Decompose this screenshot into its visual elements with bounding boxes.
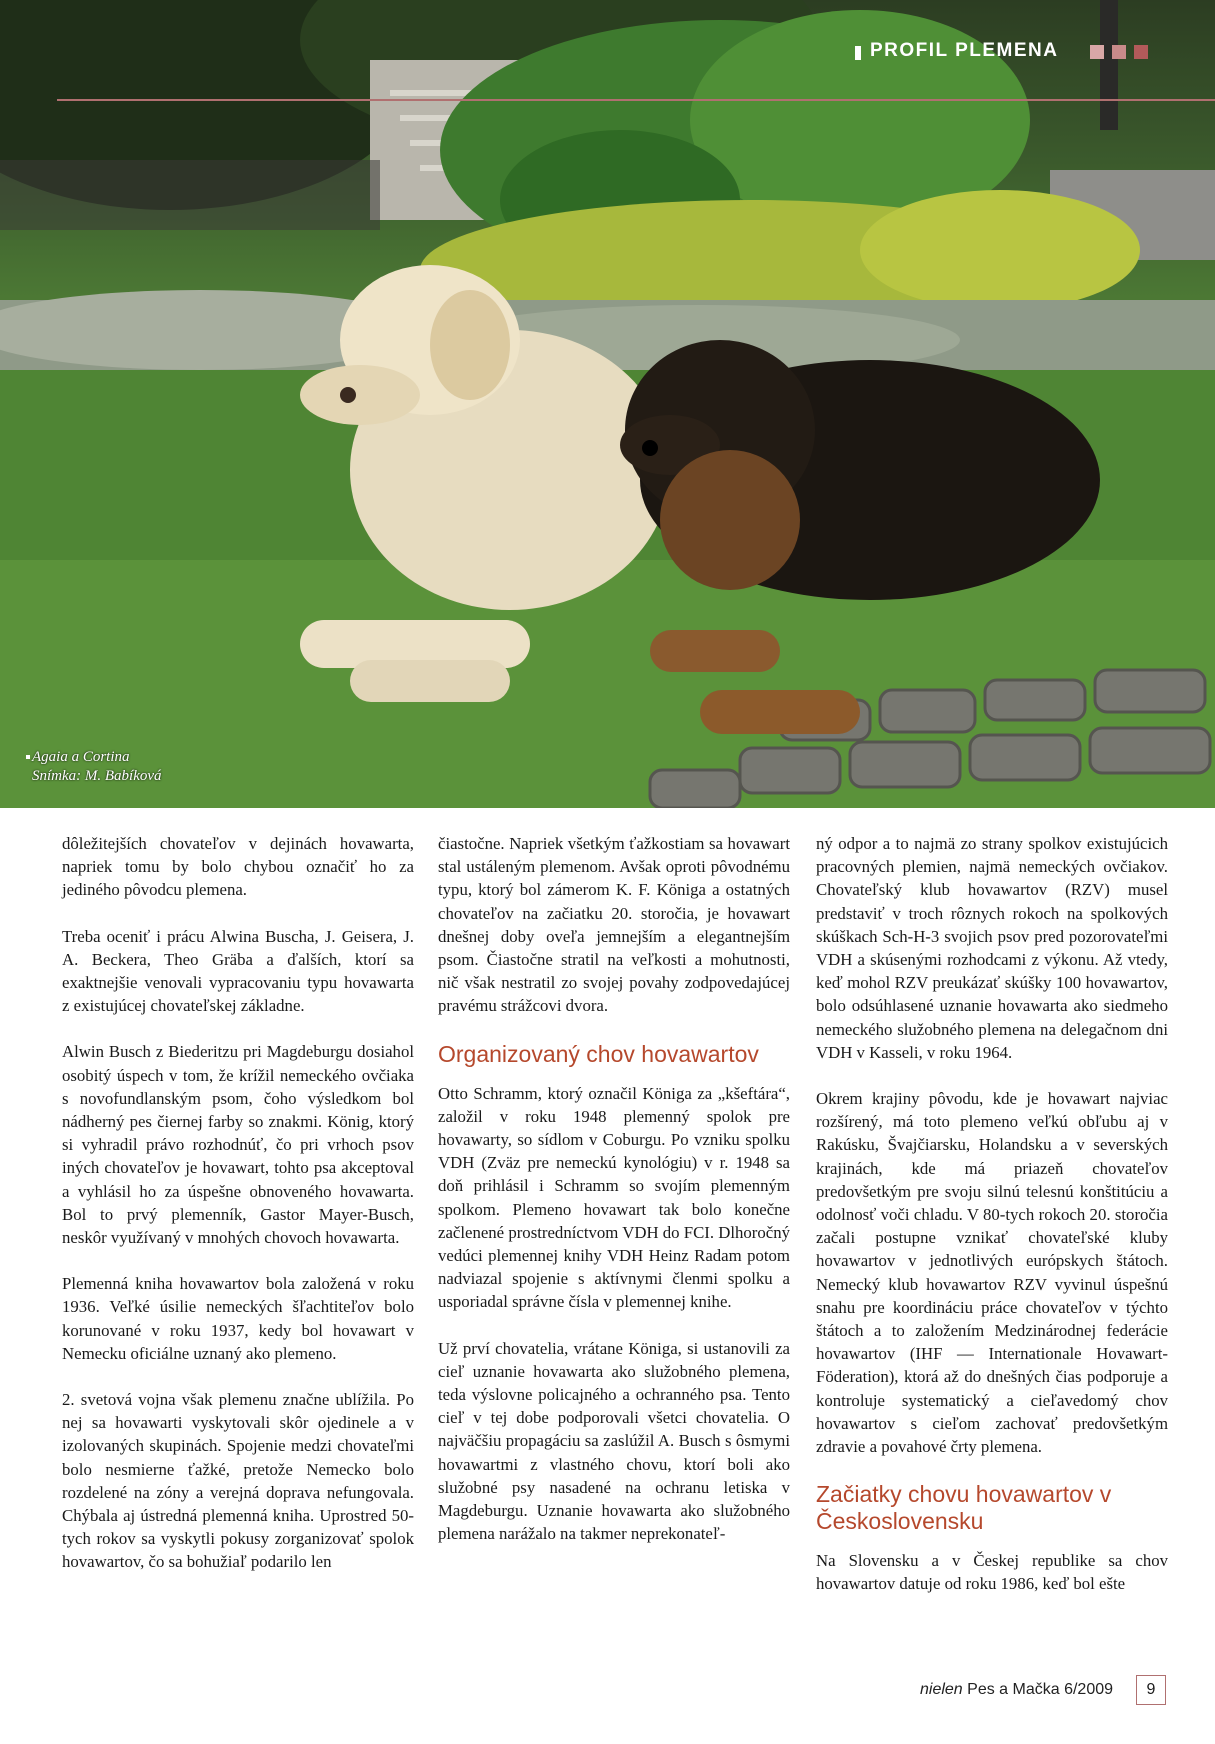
page-number: 9: [1136, 1675, 1166, 1705]
text-column-1: [62, 832, 414, 1597]
paragraph: ný odpor a to najmä zo strany spolkov existujúcich pracovných plemien, najmä nemeckých ovčiakov. Chovateľský klub hovawartov (RZV) musel predstaviť v troch rôznych rokoch na spolkových skúškach Sch-H-3 svojich psov pred pozorovateľmi VDH a skúsenými rozhodcami z výkonu. Až vtedy, keď mohol RZV preukázať skúšky 100 hovawartov, bolo odsúhlasené uznanie hovawarta ako siedmeho nemeckého služobného plemena na delegačnom dni VDH v Kasseli, v roku 1964.: [816, 834, 1168, 1062]
text-column-2: [438, 832, 790, 1568]
paragraph: 2. svetová vojna však plemenu značne ublížila. Po nej sa hovawarti vyskytovali skôr ojedinele a v izolovaných skupinách. Spojenie medzi chovateľmi bolo nesmierne ťažké, pretože Nemecko bolo rozdelené na zóny a verejná doprava nefungovala. Chýbala aj ústredná plemenná kniha. Uprostred 50-tych rokov sa vyskytli pokusy zorganizovať spolok hovawartov, čo sa bohužiaľ podarilo len: [62, 1390, 414, 1572]
text-column-3: [816, 832, 1168, 1619]
caption-line-1: Agaia a Cortina: [32, 749, 130, 765]
paragraph: Okrem krajiny pôvodu, kde je hovawart najviac rozšírený, má toto plemeno veľkú obľubu aj v Rakúsku, Švajčiarsku, Holandsku a v severských krajinách, kde má priazeň chovateľov predovšetkým pre svoju silnú telesnú konštitúciu a odolnosť voči chladu. V 80-tych rokoch 20. storočia začali postupne vznikať chovateľské kluby hovawartov v jednotlivých európskych štátoch. Nemecký klub hovawartov RZV vyvinul úspešnú snahu pre koordináciu práce chovateľov v týchto štátoch a to založením Medzinárodnej federácie hovawartov (IHF — Internationale Hovawart-Föderation), ktorá až do dnešných čias podporuje a kontroluje systematický a cieľavedomý chov hovawartov s cieľom zachovať predovšetkým zdravie a povahové črty plemena.: [816, 1089, 1168, 1457]
paragraph: Už prví chovatelia, vrátane Königa, si ustanovili za cieľ uznanie hovawarta ako služobného plemena, teda výslovne policajného a ochranného psa. Tento cieľ v tej dobe podporovali všetci chovatelia. O najväčšiu propagáciu sa zaslúžil A. Busch s ôsmymi hovawartmi z vlastného chovu, ktorí boli ako služobné psy nasadené na ochranu letiska v Magdeburgu. Uznanie hovawarta ako služobného plemena narážalo na takmer neprekonateľ-: [438, 1338, 790, 1544]
section-label: PROFIL PLEMENA: [870, 40, 1059, 61]
square-medium: [1112, 45, 1126, 59]
paragraph: Otto Schramm, ktorý označil Königa za „kšeftára“, založil v roku 1948 plemenný spolok pre hovawarty, so sídlom v Coburgu. Po vzniku spolku VDH (Zväz pre nemeckú kynológiu) v r. 1948 sa doň prihlásil i Schramm so svojím plemenným spolkom. Plemeno hovawart tak bolo konečne začlenené prostredníctvom VDH do FCI. Dlhoročný vedúci plemennej knihy VDH Heinz Radam potom nadviazal spojenie s aktívnymi členmi spolku a usporiadal správne čísla v plemennej knihe.: [438, 1083, 791, 1312]
caption-bullet: [26, 755, 30, 759]
hero-photo: [0, 0, 1215, 808]
section-heading: Začiatky chovu hovawartov v Československu: [816, 1481, 1112, 1535]
header-rule: [57, 99, 1215, 101]
photo-caption: [32, 748, 162, 786]
section-heading: Organizovaný chov hovawartov: [438, 1040, 759, 1067]
square-dark: [1134, 45, 1148, 59]
decorative-squares: [1090, 45, 1148, 59]
paragraph: Na Slovensku a v Českej republike sa chov hovawartov datuje od roku 1986, keď bol ešte: [816, 1551, 1168, 1594]
paragraph: dôležitejších chovateľov v dejinách hovawarta, napriek tomu by bolo chybou označiť ho za jediného pôvodcu plemena.: [62, 834, 414, 900]
section-label-marker: [855, 46, 861, 60]
paragraph: Alwin Busch z Biederitzu pri Magdeburgu dosiahol osobitý úspech v tom, že krížil nemeckého ovčiaka s novofundlanským psom, čoho výsledkom bol nádherný pes čiernej farby so znakmi. König, ktorý si vyhradil právo rozhodnúť, čo pri vrhoch psov iných chovateľov je hovawart, tohto psa akceptoval a vyhlásil ho za úspešne obnoveného hovawarta. Bol to prvý plemenník, Gastor Mayer-Busch, neskôr využívaný v mnohých chovoch hovawarta.: [62, 1042, 414, 1248]
square-light: [1090, 45, 1104, 59]
footer-brand: nielen: [920, 1681, 963, 1698]
paragraph: čiastočne. Napriek všetkým ťažkostiam sa hovawart stal ustáleným plemenom. Avšak oproti pôvodnému typu, ktorý bol zámerom K. F. Königa a ostatných chovateľov na začiatku 20. storočia, je hovawart dnešnej doby oveľa jemnejším a elegantnejším psom. Čiastočne stratil na veľkosti a mohutnosti, nič však nestratil zo svojej povahy zodpovedajúcej pravému strážcovi dvora.: [438, 834, 790, 1016]
caption-line-2: Snímka: M. Babíková: [32, 768, 162, 784]
paragraph: Treba oceniť i prácu Alwina Buscha, J. Geisera, J. A. Beckera, Theo Gräba a ďalších, ktorí sa exaktnejšie venovali vypracovaniu typu hovawarta z existujúcej chovateľskej základne.: [62, 926, 414, 1016]
paragraph: Plemenná kniha hovawartov bola založená v roku 1936. Veľké úsilie nemeckých šľachtiteľov bolo korunované v roku 1937, kedy bol hovawart v Nemecku oficiálne uznaný ako plemeno.: [62, 1274, 414, 1363]
footer-title: Pes a Mačka 6/2009: [967, 1681, 1114, 1698]
dogs-photo-illustration: [0, 0, 1215, 808]
footer: [920, 1681, 1113, 1699]
